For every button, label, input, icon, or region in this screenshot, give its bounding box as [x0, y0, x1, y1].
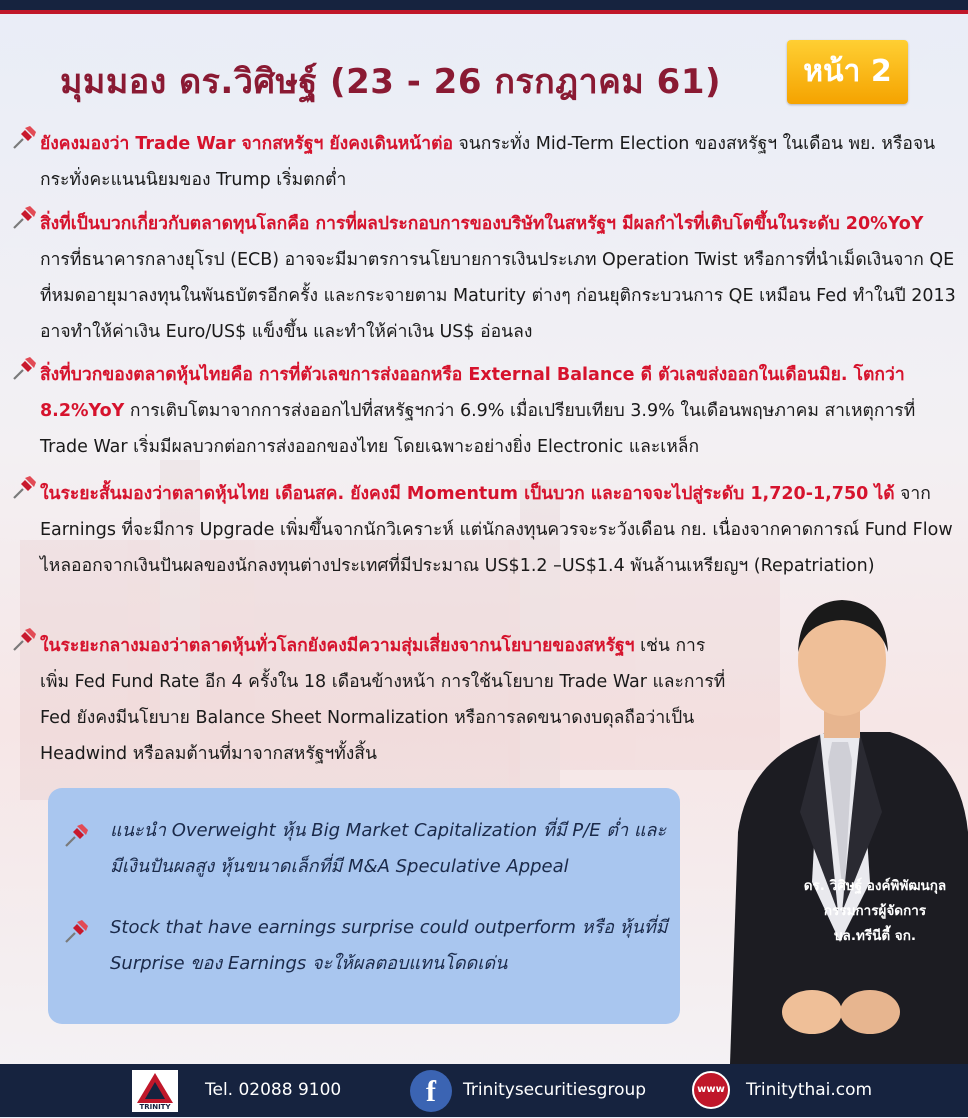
- person-caption: [790, 874, 960, 949]
- person-name: ดร. วิศิษฐ์ องค์พิพัฒนกุล: [803, 878, 947, 894]
- facebook-icon[interactable]: f: [410, 1070, 452, 1112]
- person-portrait: [720, 582, 968, 1064]
- point-text: ในระยะกลางมองว่าตลาดหุ้นทั่วโลกยังคงมีความสุ่มเสี่ยงจากนโยบายของสหรัฐฯ เช่น การเพิ่ม Fed Fund Rate อีก 4 ครั้งใน 18 เดือนข้างหน้า การใช้นโยบาย Trade War และการที่ Fed ยังคงมีนโยบาย Balance Sheet Normalization หรือการลดขนาดงบดุลถือว่าเป็น Headwind หรือลมต้านที่มาจากสหรัฐฯทั้งสิ้น: [40, 636, 726, 764]
- pushpin-icon: [10, 122, 40, 152]
- phone-number: Tel. 02088 9100: [205, 1080, 342, 1100]
- trinity-logo: [130, 1068, 180, 1114]
- footer: [0, 1064, 968, 1117]
- page-badge: หน้า 2: [787, 40, 908, 104]
- top-bar: [0, 0, 968, 14]
- pushpin-icon: [10, 472, 40, 502]
- facebook-link[interactable]: Trinitysecuritiesgroup: [463, 1080, 647, 1100]
- person-position: กรรมการผู้จัดการ: [823, 903, 927, 919]
- point-item: [10, 476, 958, 584]
- pushpin-icon: [62, 916, 92, 946]
- page-title: มุมมอง ดร.วิศิษฐ์ (23 - 26 กรกฎาคม 61): [60, 62, 722, 102]
- point-text: ในระยะสั้นมองว่าตลาดหุ้นไทย เดือนสค. ยังคงมี Momentum เป็นบวก และอาจจะไปสู่ระดับ 1,720-1,750 ได้ จาก Earnings ที่จะมีการ Upgrade เพิ่มขึ้นจากนักวิเคราะห์ แต่นักลงทุนควรจะระวังเดือน กย. เนื่องจากคาดการณ์ Fund Flow ไหลออกจากเงินปันผลของนักลงทุนต่างประเทศที่มีประมาณ US$1.2 –US$1.4 พันล้านเหรียญฯ (Repatriation): [40, 484, 953, 576]
- point-text: สิ่งที่บวกของตลาดหุ้นไทยคือ การที่ตัวเลขการส่งออกหรือ External Balance ดี ตัวเลขส่งออกในเดือนมิย. โตกว่า 8.2%YoY การเติบโตมาจากการส่งออกไปที่สหรัฐฯกว่า 6.9% เมื่อเปรียบเทียบ 3.9% ในเดือนพฤษภาคม สาเหตุการที่ Trade War เริ่มมีผลบวกต่อการส่งออกของไทย โดยเฉพาะอย่างยิ่ง Electronic และเหล็ก: [40, 365, 916, 457]
- point-item: [10, 357, 958, 465]
- recommendation-item: Stock that have earnings surprise could outperform หรือ หุ้นที่มี Surprise ของ Earnings จะให้ผลตอบแทนโดดเด่น: [110, 917, 668, 974]
- www-icon[interactable]: www: [692, 1071, 730, 1109]
- point-text: สิ่งที่เป็นบวกเกี่ยวกับตลาดทุนโลกคือ การที่ผลประกอบการของบริษัทในสหรัฐฯ มีผลกำไรที่เติบโตขึ้นในระดับ 20%YoY การที่ธนาคารกลางยุโรป (ECB) อาจจะมีมาตรการนโยบายการเงินประเภท Operation Twist หรือการที่นำเม็ดเงินจาก QE ที่หมดอายุมาลงทุนในพันธบัตรอีกครั้ง และกระจายตาม Maturity ต่างๆ ก่อนยุติกระบวนการ QE เหมือน Fed ทำในปี 2013 อาจทำให้ค่าเงิน Euro/US$ แข็งขึ้น และทำให้ค่าเงิน US$ อ่อนลง: [40, 214, 956, 342]
- point-item: [10, 206, 958, 350]
- pushpin-icon: [10, 353, 40, 383]
- pushpin-icon: [10, 624, 40, 654]
- pushpin-icon: [62, 820, 92, 850]
- person-company: บล.ทรีนีตี้ จก.: [833, 928, 917, 944]
- point-item: [10, 628, 730, 772]
- trinity-logo-text: TRINITY: [139, 1103, 171, 1111]
- point-text: ยังคงมองว่า Trade War จากสหรัฐฯ ยังคงเดินหน้าต่อ จนกระทั่ง Mid-Term Election ของสหรัฐฯ ในเดือน พย. หรือจนกระทั่งคะแนนนิยมของ Trump เริ่มตกต่ำ: [40, 134, 936, 190]
- website-link[interactable]: Trinitythai.com: [746, 1080, 873, 1100]
- pushpin-icon: [10, 202, 40, 232]
- recommendation-item: แนะนำ Overweight หุ้น Big Market Capitalization ที่มี P/E ต่ำ และมีเงินปันผลสูง หุ้นขนาดเล็กที่มี M&A Speculative Appeal: [110, 820, 667, 877]
- point-item: [10, 126, 958, 198]
